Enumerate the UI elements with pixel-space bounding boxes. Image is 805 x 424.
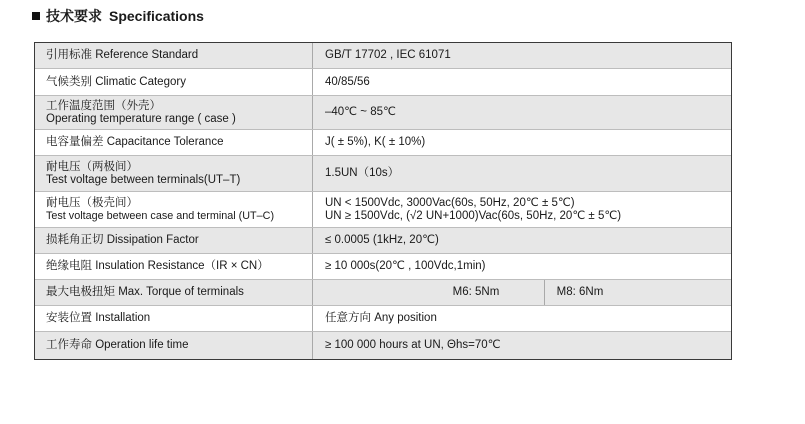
table-row — [35, 332, 731, 359]
label-text: 绝缘电阻 Insulation Resistance（IR × CN） — [46, 260, 269, 272]
label-text: 安装位置 Installation — [46, 312, 151, 324]
value-text: 1.5UN（10s） — [325, 167, 400, 179]
row-label — [35, 156, 313, 191]
label-text: Operating temperature range ( case ) — [46, 112, 236, 125]
label-text: Test voltage between terminals(UT–T) — [46, 173, 241, 186]
value-cell-m8 — [545, 280, 604, 305]
value-text: GB/T 17702 , IEC 61071 — [325, 49, 451, 61]
value-text: M6: 5Nm — [452, 286, 500, 298]
row-label — [35, 69, 313, 95]
section-heading — [32, 6, 204, 26]
heading-en: Specifications — [109, 8, 204, 24]
label-text: Test voltage between case and terminal (UT–C) — [46, 209, 275, 222]
value-text: –40℃ ~ 85℃ — [325, 106, 396, 118]
row-label — [35, 280, 313, 305]
row-value — [313, 43, 731, 68]
table-row — [35, 130, 731, 156]
row-label — [35, 306, 313, 331]
value-text: J( ± 5%), K( ± 10%) — [325, 136, 426, 148]
value-cell-m6 — [441, 280, 545, 305]
value-text: ≥ 10 000s(20℃ , 100Vdc,1min) — [325, 260, 486, 272]
label-text: 电容量偏差 Capacitance Tolerance — [46, 136, 224, 148]
row-value — [313, 156, 731, 191]
label-text: 工作温度范围（外壳） — [46, 99, 161, 112]
table-row — [35, 192, 731, 228]
row-label — [35, 332, 313, 359]
specifications-table — [34, 42, 732, 360]
label-text: 损耗角正切 Dissipation Factor — [46, 234, 199, 246]
label-text: 工作寿命 Operation life time — [46, 339, 189, 351]
label-text: 耐电压（两极间） — [46, 160, 138, 173]
row-value — [313, 130, 731, 155]
row-value — [313, 280, 731, 305]
row-value — [313, 332, 731, 359]
row-label — [35, 192, 313, 227]
square-bullet-icon — [32, 12, 40, 20]
table-row — [35, 280, 731, 306]
value-text: ≥ 100 000 hours at UN, Θhs=70℃ — [325, 339, 501, 351]
value-text: UN < 1500Vdc, 3000Vac(60s, 50Hz, 20℃ ± 5℃) — [325, 196, 575, 209]
table-row — [35, 69, 731, 96]
table-row — [35, 228, 731, 254]
value-text: 任意方向 Any position — [325, 312, 437, 324]
value-text: UN ≥ 1500Vdc, (√2 UN+1000)Vac(60s, 50Hz, 20℃ ± 5℃) — [325, 209, 622, 222]
heading-cn: 技术要求 — [46, 9, 102, 25]
row-value — [313, 96, 731, 129]
value-text: M8: 6Nm — [556, 286, 604, 298]
row-label — [35, 96, 313, 129]
row-label — [35, 254, 313, 279]
row-value — [313, 306, 731, 331]
label-text: 气候类别 Climatic Category — [46, 75, 186, 88]
label-text: 耐电压（极壳间） — [46, 196, 138, 209]
row-value — [313, 69, 731, 95]
table-row — [35, 156, 731, 192]
row-value — [313, 254, 731, 279]
table-row — [35, 254, 731, 280]
row-value — [313, 228, 731, 253]
value-text: 40/85/56 — [325, 75, 370, 88]
row-label — [35, 43, 313, 68]
value-text: ≤ 0.0005 (1kHz, 20℃) — [325, 234, 439, 246]
table-row — [35, 43, 731, 69]
row-value — [313, 192, 731, 227]
label-text: 引用标准 Reference Standard — [46, 49, 199, 61]
label-text: 最大电极扭矩 Max. Torque of terminals — [46, 286, 244, 298]
row-label — [35, 130, 313, 155]
table-row — [35, 306, 731, 332]
table-row — [35, 96, 731, 130]
row-label — [35, 228, 313, 253]
